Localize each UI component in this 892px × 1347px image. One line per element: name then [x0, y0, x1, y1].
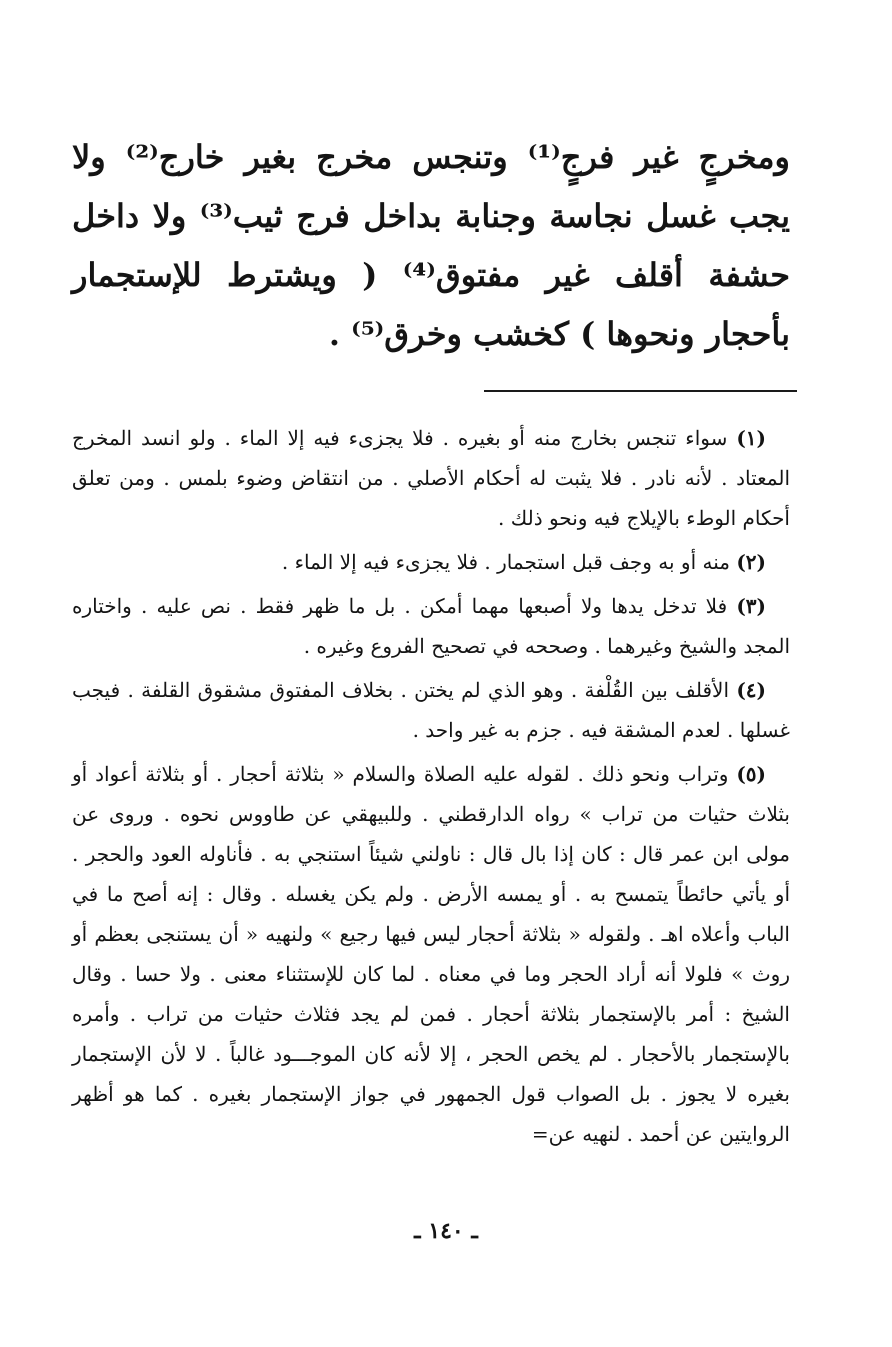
footnote-3	[72, 586, 790, 666]
page-number: ـ ١٤٠ ـ	[414, 1218, 478, 1244]
footnote-text: سواء تنجس بخارج منه أو بغيره . فلا يجزىء فيه إلا الماء . ولو انسد المخرج المعتاد . لأنه نادر . فلا يثبت له أحكام الأصلي . من انتقاض وضوء بلمس . ومن تعلق أحكام الوطء بالإيلاج فيه ونحو ذلك .	[72, 426, 790, 530]
footnote-number: (٢)	[736, 550, 766, 574]
footnote-separator	[484, 390, 797, 392]
footnote-5	[72, 754, 790, 1154]
footnote-text: منه أو به وجف قبل استجمار . فلا يجزىء فيه إلا الماء .	[281, 550, 730, 574]
footnote-number: (٥)	[736, 762, 766, 786]
footnote-text: وتراب ونحو ذلك . لقوله عليه الصلاة والسلام « بثلاثة أحجار . أو بثلاثة أعواد أو بثلاث حثيات من تراب » رواه الدارقطني . وللبيهقي عن طاووس نحوه . وروى عن مولى ابن عمر قال : كان إذا بال قال : ناولني شيئاً استنجي به . فأناوله العود والحجر . أو يأتي حائطاً يتمسح به . أو يمسه الأرض . ولم يكن يغسله . وقال : إنه أصح ما في الباب وأعلاه اهـ . ولقوله « بثلاثة أحجار ليس فيها رجيع » ولنهيه « أن يستنجى بعظم أو روث » فلولا أنه أراد الحجر وما في معناه . لما كان للإستثناء معنى . ولا حسا . وقال الشيخ : أمر بالإستجمار بثلاثة أحجار . فمن لم يجد فثلاث حثيات من تراب . وأمره بالإستجمار بالأحجار . لم يخص الحجر ، إلا لأنه كان الموجـــود غالباً . لا لأن الإستجمار بغيره لا يجوز . بل الصواب قول الجمهور في جواز الإستجمار بغيره . كما هو أظهر الروايتين عن أحمد . لنهيه عن=	[72, 762, 791, 1146]
footnote-text: الأقلف بين القُلْفة . وهو الذي لم يختن . بخلاف المفتوق مشقوق القلفة . فيجب غسلها . لعدم المشقة فيه . جزم به غير واحد .	[72, 678, 790, 742]
main-text: ومخرجٍ غير فرجٍ⁽¹⁾ وتنجس مخرج بغير خارج⁽²⁾ ولا يجب غسل نجاسة وجنابة بداخل فرج ثيب⁽³⁾ ولا داخل حشفة أقلف غير مفتوق⁽⁴⁾ ( ويشترط للإستجمار بأحجار ونحوها ) كخشب وخرق⁽⁵⁾ .	[72, 138, 791, 353]
footnote-number: (٣)	[736, 594, 767, 618]
footnote-2	[72, 542, 790, 582]
footnote-1	[72, 418, 790, 538]
footnotes	[72, 418, 790, 1158]
footnote-text: فلا تدخل يدها ولا أصبعها مهما أمكن . بل ما ظهر فقط . نص عليه . واختاره المجد والشيخ وغيرهما . وصححه في تصحيح الفروع وغيره .	[72, 594, 790, 658]
footnote-number: (٤)	[736, 678, 766, 702]
footnote-4	[72, 670, 790, 750]
footnote-number: (١)	[736, 426, 767, 450]
